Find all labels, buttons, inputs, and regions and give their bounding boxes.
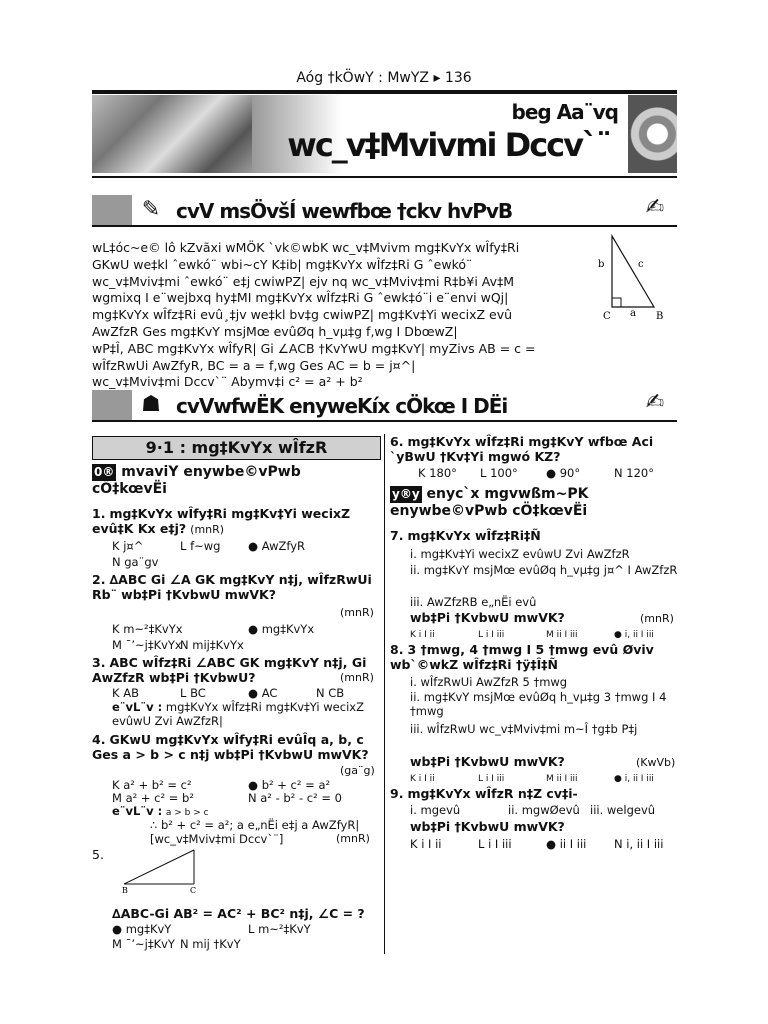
intro-line: wgmixq I e¨wejbxq hy‡MI mg‡KvYx wÎfz‡Ri G ˆewk‡ó¨i e¨envi wQj| bbox=[92, 290, 509, 306]
option[interactable]: M ¯’~j‡KvYx bbox=[112, 638, 182, 652]
option-label: AC bbox=[261, 686, 278, 700]
question-number: 5. bbox=[92, 847, 104, 862]
option-label: i, ii I iii bbox=[624, 774, 654, 784]
option[interactable]: N CB bbox=[316, 686, 345, 700]
question-5-text bbox=[112, 906, 382, 921]
question-3 bbox=[92, 655, 382, 685]
intro-line: wL‡óc~e© lô kZvãxi wMÖK `vk©wbK wc_v‡Mvivm mg‡KvYx wÎfy‡Ri bbox=[92, 240, 520, 255]
statement: ii. mgwØevû bbox=[508, 803, 580, 817]
option[interactable]: M a² + c² = b² bbox=[112, 791, 194, 805]
statement: iii. wÎfzRwU wc_v‡Mviv‡mi m~Î †g‡b P‡j bbox=[410, 722, 638, 736]
writing-hand-icon: ✍ bbox=[645, 195, 665, 220]
label-b: b bbox=[598, 259, 605, 270]
option[interactable]: K i I ii bbox=[410, 630, 435, 640]
explanation bbox=[112, 700, 382, 728]
option[interactable]: L i I iii bbox=[478, 774, 505, 784]
option[interactable]: M ¯’~j‡KvY bbox=[112, 937, 175, 951]
question-number: 2. bbox=[92, 572, 106, 587]
question-number: 6. bbox=[390, 434, 404, 449]
gear-decoration-image bbox=[628, 95, 677, 173]
label-c: c bbox=[638, 259, 644, 270]
option-correct[interactable]: ● mg‡KvYx bbox=[248, 622, 315, 636]
explanation-text: mg‡KvYx wÎfz‡Ri mg‡Kv‡Yi wecixZ evûwU Zvi AwZfzR| bbox=[112, 700, 364, 728]
question-ask bbox=[410, 819, 565, 834]
section-title-1: cvV msÖvšÍ wewfbœ †ckv hvPvB bbox=[176, 199, 513, 223]
question-ask bbox=[410, 610, 565, 625]
option-correct[interactable]: ● i, ii I iii bbox=[614, 630, 654, 640]
option[interactable]: K AB bbox=[112, 686, 139, 700]
topic-heading: 9·1 : mg‡KvYx wÎfzR bbox=[92, 436, 381, 460]
subsection-heading-left bbox=[92, 464, 382, 498]
intro-line: GKwU we‡kl ˆewkó¨ wbi~cY K‡ib| mg‡KvYx wÎfz‡Ri G ˆewkó¨ bbox=[92, 256, 473, 272]
subhead-text: enyc`x mgvwßm~PK bbox=[426, 486, 589, 502]
statement: iii. welgevû bbox=[590, 803, 656, 817]
option[interactable]: L f~wg bbox=[180, 539, 221, 553]
option-label: b² + c² = a² bbox=[261, 778, 331, 792]
chapter-label: beg Aa¨vq bbox=[511, 100, 618, 124]
option[interactable]: K m~²‡KvYx bbox=[112, 622, 183, 636]
option[interactable]: N ga¨gv bbox=[112, 555, 159, 569]
question-text: ∆ABC Gi ∠A GK mg‡KvY n‡j, wÎfzRwUi Rb¨ wb‡Pi †KvbwU mwVK? bbox=[92, 572, 372, 602]
option-correct[interactable]: ● AC bbox=[248, 686, 278, 700]
difficulty-mark: (mnR) bbox=[190, 523, 225, 536]
triangle-shape bbox=[612, 236, 654, 307]
page-header: Aóg †kÖwY : MwYZ ▸ 136 bbox=[296, 70, 472, 86]
intro-line: AwZfzR Ges mg‡KvY msjMœ evûØq h_vµ‡g f‚wg I DbœwZ| bbox=[92, 323, 458, 339]
intro-line: wc_v‡Mviv‡mi Dccv`¨ Abymv‡i c² = a² + b² bbox=[92, 374, 363, 390]
option[interactable]: K i I ii bbox=[410, 774, 435, 784]
question-1 bbox=[92, 506, 382, 537]
option[interactable]: N mij‡KvYx bbox=[180, 638, 244, 652]
question-text: mg‡KvYx wÎfz‡Ri‡Ñ bbox=[407, 528, 541, 543]
question-number: 4. bbox=[92, 732, 106, 747]
chapter-title: wc_v‡Mvivmi Dccv`¨ bbox=[287, 126, 610, 164]
option[interactable]: L m~²‡KvY bbox=[248, 922, 311, 936]
question-text: mg‡KvYx wÎfzR n‡Z cv‡i- bbox=[407, 786, 578, 801]
question-text: mg‡KvYx wÎfz‡Ri mg‡KvY wfbœ Aci `yBwU †Kv‡Yi mgwó KZ? bbox=[390, 434, 654, 464]
intro-paragraph bbox=[92, 240, 572, 391]
explanation-label: e¨vL¨v : bbox=[112, 804, 163, 818]
option[interactable]: K j¤^ bbox=[112, 539, 144, 553]
label-C: C bbox=[603, 311, 611, 322]
option[interactable]: N a² - b² - c² = 0 bbox=[248, 791, 342, 805]
explanation-text: ∴ b² + c² = a²; a e„nËi e‡j a AwZfyR| bbox=[150, 818, 360, 832]
explanation-ref: [wc_v‡Mviv‡mi Dccv`¨] bbox=[150, 832, 284, 846]
question-text: GKwU mg‡KvYx wÎfy‡Ri evûÎq a, b, c Ges a > b > c n‡j wb‡Pi †KvbwU mwVK? bbox=[92, 732, 369, 762]
question-number: 1. bbox=[92, 506, 106, 521]
option[interactable]: L i I iii bbox=[478, 630, 505, 640]
ask-text: wb‡Pi †KvbwU mwVK? bbox=[410, 610, 565, 625]
geometry-tools-image bbox=[92, 95, 252, 173]
triangle-hypotenuse bbox=[124, 850, 194, 884]
writing-hand-icon: ✍ bbox=[645, 390, 665, 415]
option-label: AwZfyR bbox=[261, 539, 306, 553]
ask-text: wb‡Pi †KvbwU mwVK? bbox=[410, 819, 565, 834]
badge: y®y bbox=[392, 487, 420, 501]
option-label: mg‡KvY bbox=[125, 922, 172, 936]
option-label: i, ii I iii bbox=[624, 630, 654, 640]
difficulty-mark: (KwVb) bbox=[636, 756, 676, 769]
option-label: 90° bbox=[559, 466, 581, 480]
question-number: 8. bbox=[390, 642, 404, 657]
question-text: mg‡KvYx wÎfy‡Ri mg‡Kv‡Yi wecixZ evû‡K Kx e‡j? bbox=[92, 506, 351, 536]
subsection-heading-right bbox=[390, 486, 680, 520]
difficulty-mark: (mnR) bbox=[640, 612, 674, 625]
question-text: ABC wÎfz‡Ri ∠ABC GK mg‡KvY n‡j, Gi AwZfzR wb‡Pi †KvbwU? bbox=[92, 655, 367, 685]
option-label: mg‡KvYx bbox=[261, 622, 315, 636]
option[interactable]: L 100° bbox=[480, 466, 518, 480]
option-correct[interactable]: ● ii I iii bbox=[546, 837, 587, 851]
option[interactable]: K a² + b² = c² bbox=[112, 778, 192, 792]
q5-triangle-figure bbox=[118, 846, 208, 894]
section-marker-1 bbox=[92, 195, 132, 225]
intro-line: wÎfzRwUi AwZfyR, BC = a = f‚wg Ges AC = b = j¤^| bbox=[92, 357, 416, 373]
difficulty-mark: (mnR) bbox=[336, 832, 370, 845]
explanation-label: e¨vL¨v : bbox=[112, 700, 163, 714]
subhead-text: cÖ‡kœvËi bbox=[92, 481, 167, 497]
option[interactable]: M ii I iii bbox=[546, 630, 578, 640]
option-correct[interactable]: ● AwZfyR bbox=[248, 539, 306, 553]
option[interactable]: N mij †KvY bbox=[180, 937, 241, 951]
option-correct[interactable]: ● i, ii I iii bbox=[614, 774, 654, 784]
badge: 0® bbox=[94, 465, 115, 479]
question-6 bbox=[390, 434, 680, 464]
option[interactable]: L BC bbox=[180, 686, 206, 700]
option[interactable]: M ii I iii bbox=[546, 774, 578, 784]
statement: ii. mg‡KvY msjMœ evûØq h_vµ‡g j¤^ I AwZfzR bbox=[410, 563, 678, 577]
subhead-text: mvaviY enywbe©vPwb bbox=[121, 464, 301, 480]
right-triangle-figure bbox=[592, 232, 677, 327]
statement: ii. mg‡KvY msjMœ evûØq h_vµ‡g 3 †mwg I 4 †mwg bbox=[410, 690, 667, 718]
question-ask bbox=[410, 754, 565, 769]
option[interactable]: N i, ii I iii bbox=[614, 837, 664, 851]
scroll-quill-icon: ✎ bbox=[141, 197, 161, 222]
statement: iii. AwZfzRB e„nËi evû bbox=[410, 595, 537, 609]
label-C: C bbox=[190, 886, 197, 894]
label-B: B bbox=[122, 886, 128, 894]
option[interactable]: K i I ii bbox=[410, 837, 442, 851]
difficulty-mark: (mnR) bbox=[340, 606, 374, 619]
question-9 bbox=[390, 786, 578, 801]
question-7 bbox=[390, 528, 541, 543]
question-2 bbox=[92, 572, 382, 602]
question-text: ∆ABC-Gi AB² = AC² + BC² n‡j, ∠C = ? bbox=[112, 906, 365, 921]
section-title-2: cvVwfwËK enyweKíx cÖkœ I DËi bbox=[176, 394, 508, 418]
column-divider bbox=[384, 434, 385, 954]
label-B: B bbox=[656, 311, 664, 322]
option[interactable]: K 180° bbox=[418, 466, 457, 480]
option-correct[interactable]: ● 90° bbox=[546, 466, 581, 480]
intro-line: mg‡KvYx wÎfz‡Ri evû¸‡jv we‡kl bv‡g cwiwPZ| mg‡Kv‡Yi wecixZ evû bbox=[92, 307, 513, 323]
question-4 bbox=[92, 732, 382, 762]
question-8 bbox=[390, 642, 680, 672]
difficulty-mark: (mnR) bbox=[340, 671, 374, 684]
question-number: 7. bbox=[390, 528, 404, 543]
subhead-text: enywbe©vPwb cÖ‡kœvËi bbox=[390, 503, 588, 519]
option[interactable]: L i I iii bbox=[478, 837, 512, 851]
option-correct[interactable]: ● b² + c² = a² bbox=[248, 778, 331, 792]
difficulty-mark: (ga¨g) bbox=[340, 764, 375, 777]
statement: i. mgevû bbox=[410, 803, 461, 817]
option-correct[interactable]: ● mg‡KvY bbox=[112, 922, 172, 936]
right-angle-mark bbox=[612, 298, 621, 307]
question-text: 3 †mwg, 4 †mwg I 5 †mwg evû Øviv wb`©wkZ wÎfz‡Ri †ÿ‡Î‡Ñ bbox=[390, 642, 654, 672]
explanation-text: a > b > c bbox=[165, 808, 209, 818]
ask-text: wb‡Pi †KvbwU mwVK? bbox=[410, 754, 565, 769]
section-marker-2 bbox=[92, 390, 132, 420]
graduate-icon: ☗ bbox=[141, 392, 161, 417]
label-a: a bbox=[630, 308, 636, 319]
option-label: ii I iii bbox=[559, 837, 587, 851]
intro-line: wc_v‡Mviv‡mi ˆewkó¨ e‡j cwiwPZ| ejv nq wc_v‡Mviv‡mi R‡b¥i Av‡M bbox=[92, 273, 515, 289]
option[interactable]: N 120° bbox=[614, 466, 654, 480]
statement: i. mg‡Kv‡Yi wecixZ evûwU Zvi AwZfzR bbox=[410, 547, 630, 561]
intro-line: wP‡Î, ABC mg‡KvYx wÎfyR| Gi ∠ACB †KvYwU mg‡KvY| myZivs AB = c = bbox=[92, 340, 536, 356]
statement: i. wÎfzRwUi AwZfzR 5 †mwg bbox=[410, 675, 568, 689]
question-number: 3. bbox=[92, 655, 106, 670]
question-number: 9. bbox=[390, 786, 404, 801]
